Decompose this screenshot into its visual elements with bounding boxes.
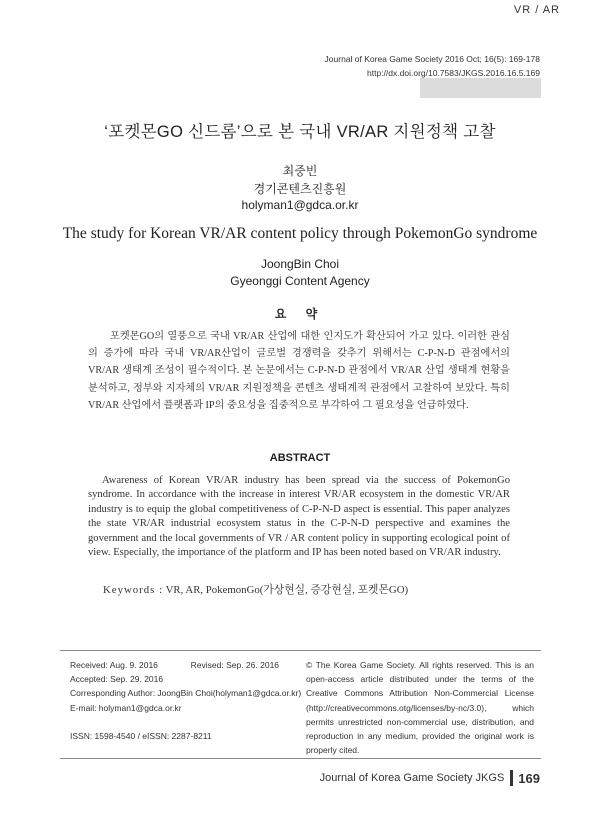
footnotes-left xyxy=(70,658,302,743)
category-label: VR / AR xyxy=(513,4,560,16)
author-name-english: JoongBin Choi xyxy=(260,257,340,271)
issn: ISSN: 1598-4540 / eISSN: 2287-8211 xyxy=(70,730,212,741)
paper-title-english: The study for Korean VR/AR content policy through PokemonGo syndrome xyxy=(62,225,538,242)
corresponding-author: Corresponding Author: JoongBin Choi(holyman1@gdca.or.kr) xyxy=(70,688,302,699)
keywords xyxy=(103,582,408,597)
keywords-value: VR, AR, PokemonGo(가상현실, 증강현실, 포켓몬GO) xyxy=(165,584,409,596)
journal-citation: Journal of Korea Game Society 2016 Oct; 16(5): 169-178 xyxy=(324,54,540,64)
received-date: Received: Aug. 9. 2016 xyxy=(70,660,158,670)
abstract-heading-korean: 요 약 xyxy=(274,307,326,321)
page-number: 169 xyxy=(518,770,540,786)
abstract-text-english: Awareness of Korean VR/AR industry has been spread via the success of PokemonGo syndrome. In accordance with the increase in interest VR/AR ecosystem in the domestic VR/AR industry is to equip the global competitiveness of C-P-N-D aspect is essential. This paper analyzes the state VR/AR industrial ecosystem status in the C-P-N-D perspective and examines the government and the local governments of VR / AR content policy in supporting ecological point of view. Especially, the importance of the platform and IP has been noted based on VR/AR industry. xyxy=(88,475,510,559)
page-footer-rule xyxy=(60,758,541,759)
footnote-email: E-mail: holyman1@gdca.or.kr xyxy=(70,702,182,713)
abstract-heading-english: ABSTRACT xyxy=(269,452,331,464)
page-footer xyxy=(320,770,540,786)
doi-link[interactable]: http://dx.doi.org/10.7583/JKGS.2016.16.5.169 xyxy=(367,68,540,78)
category-bar xyxy=(420,78,541,98)
keywords-label: Keywords : xyxy=(103,584,164,596)
paper-title-korean: ‘포켓몬GO 신드롬’으로 본 국내 VR/AR 지원정책 고찰 xyxy=(104,123,496,141)
footnote-rule xyxy=(60,650,541,651)
author-affiliation-english: Gyeonggi Content Agency xyxy=(230,274,370,288)
received-revised-row xyxy=(70,658,295,672)
journal-header xyxy=(325,52,540,80)
footer-separator xyxy=(510,770,513,786)
abstract-text-korean: 포켓몬GO의 열풍으로 국내 VR/AR 산업에 대한 인지도가 확산되어 가고 있다. 이러한 관심의 증가에 따라 국내 VR/AR산업이 글로벌 경쟁력을 갖추기 위해서는 C-P-N-D 관점에서의 VR/AR 생태계 조성이 필수적이다. 본 논문에서는 C-P-N-D 관점에서 VR/AR 산업 생태계 현황을 분석하고, 정부와 지자체의 VR/AR 지원정책을 콘텐츠 생태계적 관점에서 고찰하여 보았다. 특히 VR/AR 산업에서 플랫폼과 IP의 중요성을 집중적으로 부각하여 그 필요성을 언급하였다. xyxy=(88,331,510,411)
accepted-date: Accepted: Sep. 29. 2016 xyxy=(70,674,164,685)
author-name-korean: 최중빈 xyxy=(282,164,318,178)
author-email[interactable]: holyman1@gdca.or.kr xyxy=(241,198,359,212)
author-affiliation-korean: 경기콘텐츠진흥원 xyxy=(253,182,347,196)
revised-date: Revised: Sep. 26. 2016 xyxy=(190,660,280,670)
footer-journal-name: Journal of Korea Game Society JKGS xyxy=(319,772,505,784)
license-notice: © The Korea Game Society. All rights reserved. This is an open-access article distributed under the terms of the Creative Commons Attribution Non-Commercial License (http://creativecommons.otg/licenses/by-nc/3.0), which permits unrestricted non-commercial use, distribution, and reproduction in any medium, provided the original work is properly cited. xyxy=(306,660,534,756)
